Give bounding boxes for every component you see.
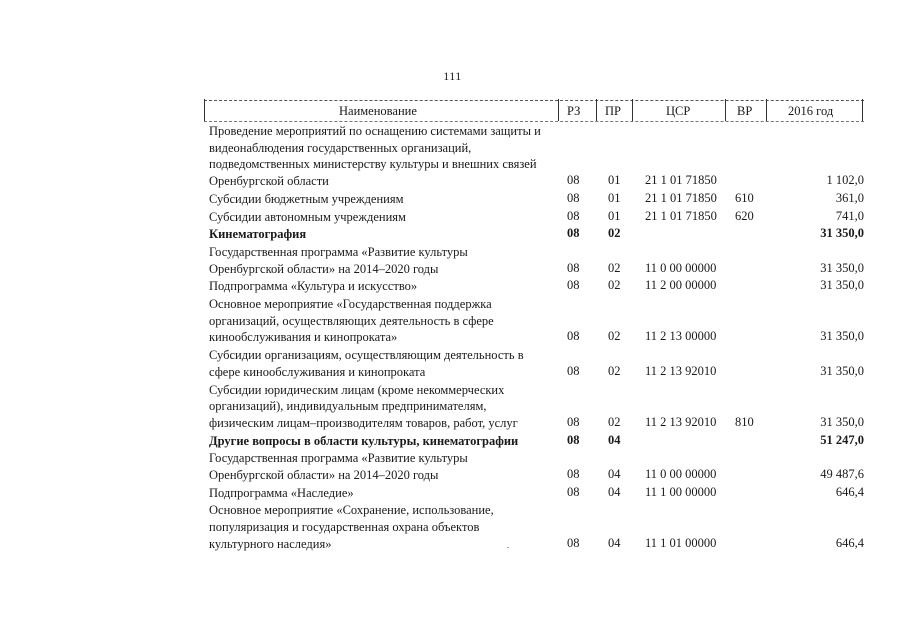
row-name xyxy=(204,346,554,380)
row-name-line: Субсидии юридическим лицам (кроме некоммерческих xyxy=(209,382,505,397)
table-body xyxy=(204,122,864,553)
row-name-line: Проведение мероприятий по оснащению системами защиты и xyxy=(209,124,541,138)
row-sum: 51 247,0 xyxy=(820,432,864,447)
table-row xyxy=(204,346,864,380)
row-vr: 610 xyxy=(735,190,754,205)
row-name-line: популяризация и государственная охрана объектов xyxy=(209,520,480,535)
row-rz: 08 xyxy=(567,173,580,188)
row-name xyxy=(204,295,554,346)
row-csr: 11 2 00 00000 xyxy=(645,278,717,293)
row-name xyxy=(204,432,554,450)
row-name-line: подведомственных министерству культуры и внешних связей xyxy=(209,157,537,172)
row-name-line: Субсидии организациям, осуществляющим деятельность в xyxy=(209,348,524,363)
row-name-line: Оренбургской области» на 2014–2020 годы xyxy=(209,261,439,276)
row-rz: 08 xyxy=(567,484,580,499)
header-divider xyxy=(725,99,726,121)
row-pr: 04 xyxy=(608,432,621,447)
row-name xyxy=(204,190,554,208)
row-name xyxy=(204,381,554,432)
row-sum: 741,0 xyxy=(835,208,864,223)
row-sum: 31 350,0 xyxy=(820,278,864,293)
row-name-line: Подпрограмма «Культура и искусство» xyxy=(209,279,418,294)
row-csr: 11 1 01 00000 xyxy=(645,535,717,550)
header-divider xyxy=(632,99,633,121)
row-pr: 02 xyxy=(608,260,621,275)
row-pr: 04 xyxy=(608,535,621,550)
row-pr: 02 xyxy=(608,329,621,344)
row-rz: 08 xyxy=(567,260,580,275)
row-sum: 31 350,0 xyxy=(820,363,864,378)
table-header xyxy=(204,100,864,122)
header-divider xyxy=(766,99,767,121)
scan-speck xyxy=(507,547,509,548)
row-name-line: сфере кинообслуживания и кинопроката xyxy=(209,364,426,379)
table-row xyxy=(204,122,864,190)
row-rz: 08 xyxy=(567,329,580,344)
header-name: Наименование xyxy=(339,104,417,118)
row-pr: 02 xyxy=(608,278,621,293)
row-sum: 31 350,0 xyxy=(820,226,864,241)
row-name xyxy=(204,277,554,295)
table-row xyxy=(204,243,864,277)
row-name-line: Субсидии бюджетным учреждениям xyxy=(209,191,404,206)
row-pr: 02 xyxy=(608,414,621,429)
row-name xyxy=(204,449,554,483)
budget-table xyxy=(204,100,864,553)
row-rz: 08 xyxy=(567,414,580,429)
row-sum: 31 350,0 xyxy=(820,329,864,344)
row-rz: 08 xyxy=(567,363,580,378)
row-name-line: организаций, осуществляющих деятельность в сфере xyxy=(209,313,494,328)
table-row xyxy=(204,449,864,483)
row-name xyxy=(204,501,554,552)
row-csr: 11 0 00 00000 xyxy=(645,467,717,482)
row-csr: 11 0 00 00000 xyxy=(645,260,717,275)
header-vr: ВР xyxy=(737,104,753,118)
row-name-line: Основное мероприятие «Сохранение, использование, xyxy=(209,503,494,518)
row-rz: 08 xyxy=(567,278,580,293)
page-number: 111 xyxy=(443,69,462,83)
table-row xyxy=(204,208,864,226)
table-row xyxy=(204,484,864,502)
row-pr: 02 xyxy=(608,363,621,378)
row-name-line: Кинематография xyxy=(209,227,307,242)
row-name-line: Государственная программа «Развитие культуры xyxy=(209,451,468,466)
row-sum: 361,0 xyxy=(835,190,864,205)
row-name xyxy=(204,225,554,243)
table-row xyxy=(204,432,864,450)
row-name-line: Субсидии автономным учреждениям xyxy=(209,209,406,224)
table-row xyxy=(204,277,864,295)
row-rz: 08 xyxy=(567,190,580,205)
row-name-line: Оренбургской области» на 2014–2020 годы xyxy=(209,468,439,483)
row-csr: 21 1 01 71850 xyxy=(645,190,717,205)
row-pr: 04 xyxy=(608,467,621,482)
header-csr: ЦСР xyxy=(666,104,691,118)
row-name-line: видеонаблюдения государственных организаций, xyxy=(209,140,472,155)
row-sum: 1 102,0 xyxy=(826,173,864,188)
row-name-line: культурного наследия» xyxy=(209,536,332,551)
row-sum: 646,4 xyxy=(835,535,864,550)
header-divider xyxy=(204,99,205,121)
header-divider xyxy=(862,99,863,121)
row-csr: 11 2 13 00000 xyxy=(645,329,717,344)
row-name-line: кинообслуживания и кинопроката» xyxy=(209,330,398,345)
row-csr: 21 1 01 71850 xyxy=(645,173,717,188)
row-rz: 08 xyxy=(567,535,580,550)
row-pr: 01 xyxy=(608,208,621,223)
row-sum: 31 350,0 xyxy=(820,260,864,275)
header-year: 2016 год xyxy=(788,104,834,118)
row-pr: 02 xyxy=(608,226,621,241)
row-rz: 08 xyxy=(567,467,580,482)
table-row xyxy=(204,225,864,243)
row-name-line: Государственная программа «Развитие культуры xyxy=(209,244,468,259)
row-name-line: Другие вопросы в области культуры, кинематографии xyxy=(209,433,519,448)
row-vr: 620 xyxy=(735,208,754,223)
row-csr: 11 2 13 92010 xyxy=(645,414,717,429)
table-row xyxy=(204,381,864,432)
row-csr: 11 2 13 92010 xyxy=(645,363,717,378)
row-name-line: Подпрограмма «Наследие» xyxy=(209,485,354,500)
row-name-line: физическим лицам–производителям товаров, работ, услуг xyxy=(209,415,518,430)
row-sum: 49 487,6 xyxy=(820,467,864,482)
row-name xyxy=(204,208,554,226)
header-divider xyxy=(596,99,597,121)
header-pr: ПР xyxy=(605,104,621,118)
row-pr: 01 xyxy=(608,173,621,188)
row-name-line: Оренбургской области xyxy=(209,174,329,189)
table-row xyxy=(204,295,864,346)
row-name xyxy=(204,122,554,190)
row-sum: 31 350,0 xyxy=(820,414,864,429)
row-pr: 01 xyxy=(608,190,621,205)
header-rz: РЗ xyxy=(567,104,581,118)
row-rz: 08 xyxy=(567,432,580,447)
row-sum: 646,4 xyxy=(835,484,864,499)
row-csr: 11 1 00 00000 xyxy=(645,484,717,499)
header-divider xyxy=(558,99,559,121)
row-rz: 08 xyxy=(567,226,580,241)
row-pr: 04 xyxy=(608,484,621,499)
row-name xyxy=(204,484,554,502)
row-name xyxy=(204,243,554,277)
table-row xyxy=(204,501,864,552)
row-csr: 21 1 01 71850 xyxy=(645,208,717,223)
row-rz: 08 xyxy=(567,208,580,223)
table-row xyxy=(204,190,864,208)
row-vr: 810 xyxy=(735,414,754,429)
row-name-line: организаций), индивидуальным предпринимателям, xyxy=(209,399,487,414)
row-name-line: Основное мероприятие «Государственная поддержка xyxy=(209,297,492,312)
